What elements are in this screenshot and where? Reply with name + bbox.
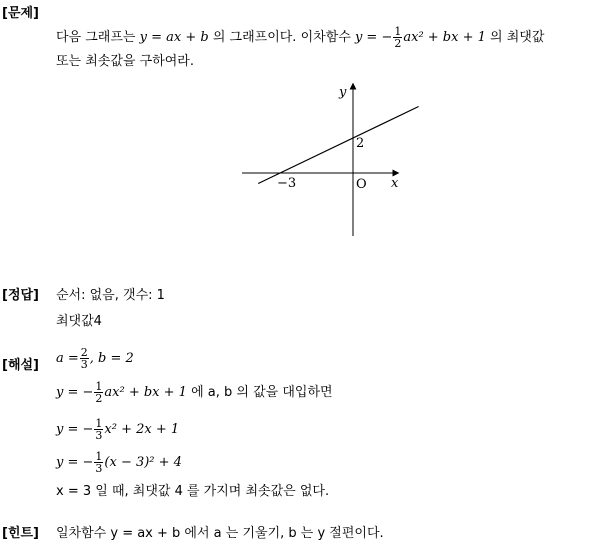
x-intercept-label: −3 [277, 176, 297, 191]
quadratic-rhs: ax² + bx + 1 [403, 30, 486, 45]
hint-text: 일차함수 y = ax + b 에서 a 는 기울기, b 는 y 절편이다. [56, 526, 384, 541]
series-line [258, 107, 418, 184]
problem-text-a: 다음 그래프는 [56, 30, 136, 45]
explanation-tag: [해설] [2, 358, 39, 373]
explanation-line-5: x = 3 일 때, 최댓값 4 를 가지며 최솟값은 없다. [56, 484, 330, 499]
fraction-denominator: 3 [95, 462, 103, 475]
y-intercept-label: 2 [356, 136, 365, 151]
fraction-denominator: 2 [95, 392, 103, 405]
expl-2-b: ax² + bx + 1 [104, 385, 187, 400]
explanation-line-1 [56, 347, 134, 370]
linear-equation: y = ax + b [139, 30, 209, 45]
answer-line-1: 순서: 없음, 갯수: 1 [56, 288, 165, 303]
expl-2-fraction [94, 381, 103, 404]
fraction-numerator: 1 [95, 380, 103, 393]
quadratic-lhs: y = − [354, 30, 393, 45]
fraction-denominator: 3 [95, 429, 103, 442]
expl-2-a: y = − [56, 385, 94, 400]
expl-3-fraction [94, 418, 103, 441]
fraction-numerator: 1 [95, 417, 103, 430]
expl-2-c: 에 a, b 의 값을 대입하면 [191, 385, 333, 400]
hint-tag: [힌트] [2, 526, 39, 541]
expl-4-b: (x − 3)² + 4 [104, 455, 182, 470]
expl-4-fraction [94, 451, 103, 474]
expl-3-a: y = − [56, 422, 94, 437]
expl-4-a: y = − [56, 455, 94, 470]
expl-1-fraction [80, 347, 89, 370]
expl-3-b: x² + 2x + 1 [104, 422, 180, 437]
problem-tag: [문제] [2, 6, 39, 21]
fraction-numerator: 1 [95, 450, 103, 463]
fraction-numerator: 2 [80, 346, 88, 359]
problem-text-c: 의 최댓값 [490, 30, 545, 45]
problem-text-b: 의 그래프이다. 이차함수 [212, 30, 351, 45]
x-axis-label: x [391, 176, 399, 191]
explanation-line-2 [56, 381, 333, 404]
fraction-numerator: 1 [394, 25, 402, 38]
problem-line-2: 또는 최솟값을 구하여라. [56, 54, 194, 69]
answer-tag: [정답] [2, 288, 39, 303]
explanation-line-3 [56, 418, 179, 441]
y-axis-label: y [339, 85, 347, 100]
expl-1-a: a = [56, 351, 79, 366]
answer-line-2: 최댓값4 [56, 314, 102, 329]
fraction-denominator: 2 [394, 37, 402, 50]
explanation-line-4 [56, 451, 182, 474]
origin-label: O [356, 177, 367, 192]
expl-1-b: , b = 2 [89, 351, 134, 366]
fraction-denominator: 3 [80, 358, 88, 371]
